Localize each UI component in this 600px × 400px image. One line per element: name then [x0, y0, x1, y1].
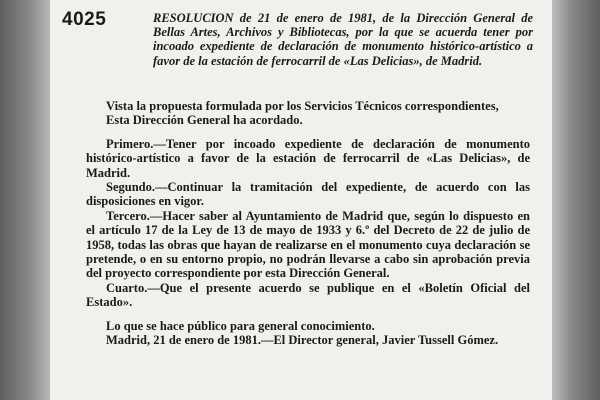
paragraph-vista: Vista la propuesta formulada por los Servicios Técnicos correspondientes,	[106, 99, 499, 113]
document-body	[86, 99, 530, 348]
paragraph-firma: Madrid, 21 de enero de 1981.—El Director general, Javier Tussell Gómez.	[106, 333, 499, 348]
scan-edge-right	[552, 0, 600, 400]
paragraph-tercero: Tercero.—Hacer saber al Ayuntamiento de Madrid que, según lo dispuesto en el artículo 17 de la Ley de 13 de mayo de 1933 y 6.º del Decreto de 22 de julio de 1958, todas las obras que hayan de realizarse en el monumento cuya declaración se pretende, o en su entorno propio, no podrán llevarse a cabo sin aprobación previa del proyecto correspondiente por esta Dirección General.	[86, 208, 530, 281]
scan-edge-left	[0, 0, 50, 400]
paragraph-publico: Lo que se hace público para general conocimiento.	[106, 318, 375, 333]
paragraph-primero: Primero.—Tener por incoado expediente de declaración de monumento histórico-artístico a favor de la estación de ferrocarril de «Las Delicias», de Madrid.	[86, 136, 530, 180]
resolution-heading: RESOLUCION de 21 de enero de 1981, de la Dirección General de Bellas Artes, Archivos y Bibliotecas, por la que se acuerda tener por incoado expediente de declaración de monumento histórico-artístico a favor de la estación de ferrocarril de «Las Delicias», de Madrid.	[153, 11, 533, 68]
paragraph-segundo: Segundo.—Continuar la tramitación del expediente, de acuerdo con las disposiciones en vigor.	[86, 180, 530, 209]
paragraph-acordado: Esta Dirección General ha acordado.	[106, 113, 303, 128]
paragraph-cuarto: Cuarto.—Que el presente acuerdo se publique en el «Boletín Oficial del Estado».	[86, 280, 530, 310]
document-number: 4025	[62, 9, 107, 30]
document-page	[50, 0, 552, 400]
